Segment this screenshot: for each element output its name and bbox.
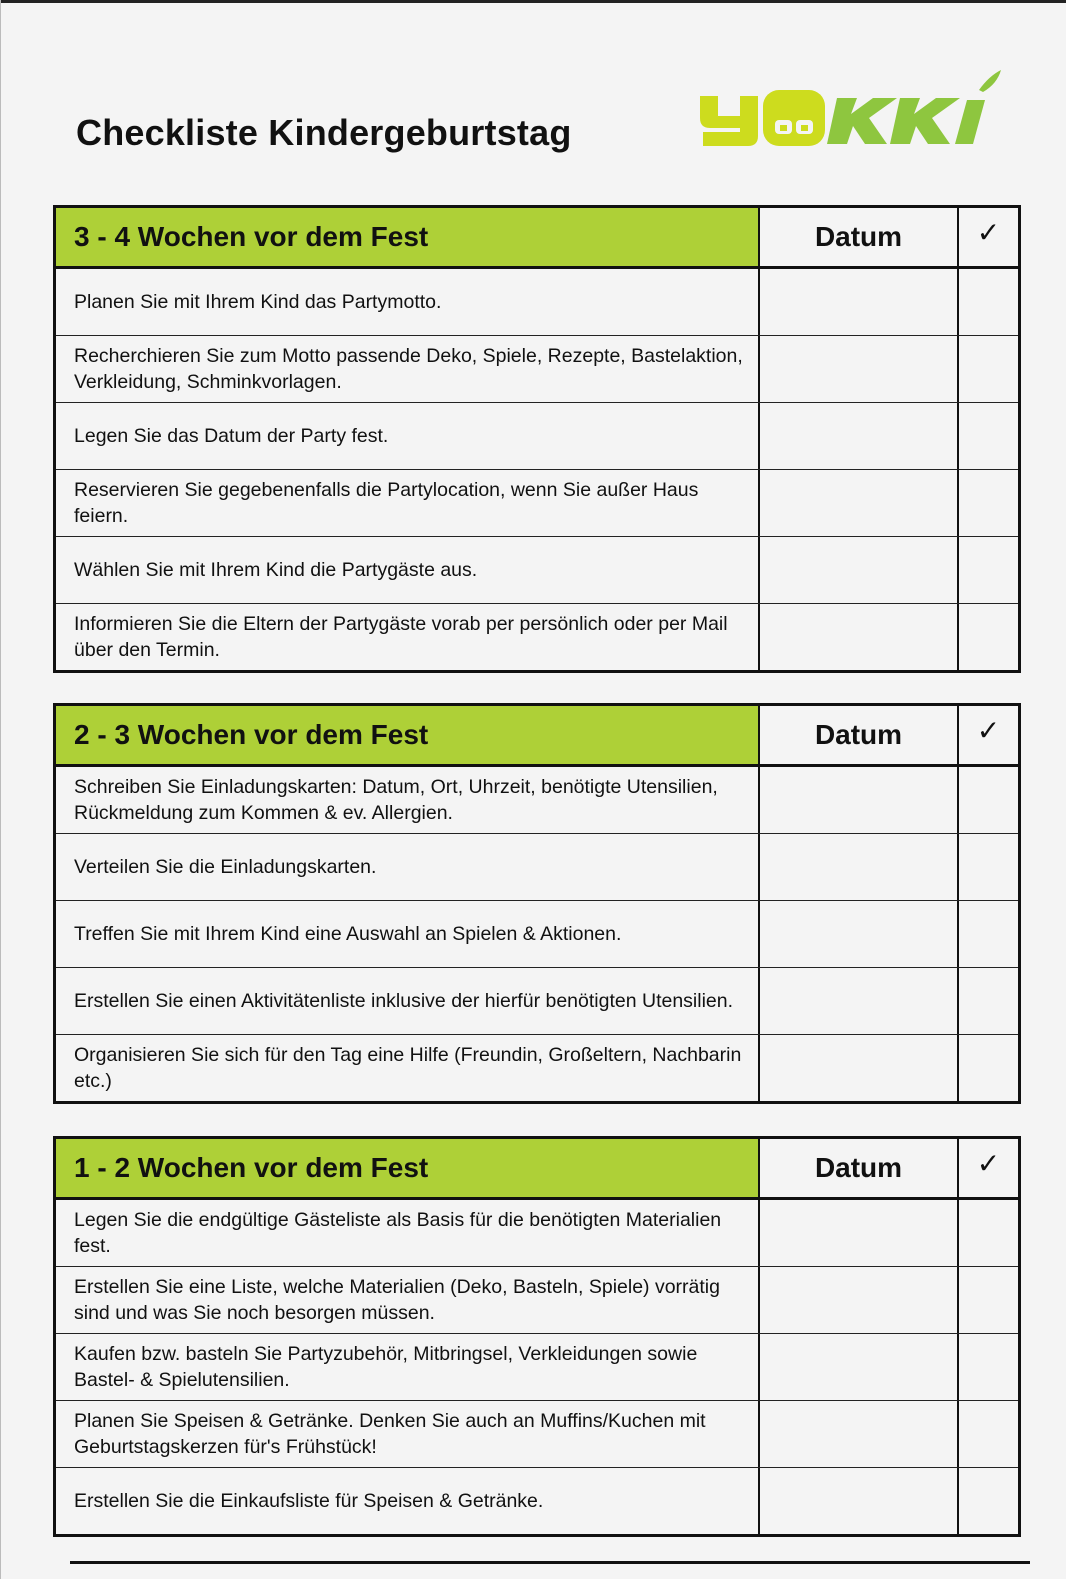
check-cell[interactable] bbox=[959, 1334, 1018, 1400]
task-text: Erstellen Sie einen Aktivitätenliste inklusive der hierfür benötigten Utensilien. bbox=[56, 968, 760, 1034]
check-cell[interactable] bbox=[959, 968, 1018, 1034]
task-text: Verteilen Sie die Einladungskarten. bbox=[56, 834, 760, 900]
check-cell[interactable] bbox=[959, 1200, 1018, 1266]
checklist-row bbox=[56, 767, 1018, 834]
task-text: Planen Sie Speisen & Getränke. Denken Sie auch an Muffins/Kuchen mit Geburtstagskerzen für's Frühstück! bbox=[56, 1401, 760, 1467]
section-heading: 2 - 3 Wochen vor dem Fest bbox=[56, 706, 760, 764]
section-header bbox=[56, 208, 1018, 269]
task-text: Organisieren Sie sich für den Tag eine Hilfe (Freundin, Großeltern, Nachbarin etc.) bbox=[56, 1035, 760, 1101]
top-border bbox=[0, 0, 1066, 3]
date-cell[interactable] bbox=[760, 403, 959, 469]
checklist-row bbox=[56, 1200, 1018, 1267]
checklist-row bbox=[56, 470, 1018, 537]
date-column-header: Datum bbox=[760, 706, 959, 764]
check-cell[interactable] bbox=[959, 1468, 1018, 1534]
date-cell[interactable] bbox=[760, 336, 959, 402]
checklist-row bbox=[56, 336, 1018, 403]
date-cell[interactable] bbox=[760, 537, 959, 603]
task-text: Schreiben Sie Einladungskarten: Datum, Ort, Uhrzeit, benötigte Utensilien, Rückmeldung zum Kommen & ev. Allergien. bbox=[56, 767, 760, 833]
date-cell[interactable] bbox=[760, 968, 959, 1034]
check-cell[interactable] bbox=[959, 1267, 1018, 1333]
check-cell[interactable] bbox=[959, 901, 1018, 967]
task-text: Legen Sie das Datum der Party fest. bbox=[56, 403, 760, 469]
date-cell[interactable] bbox=[760, 1401, 959, 1467]
checklist-row bbox=[56, 834, 1018, 901]
check-cell[interactable] bbox=[959, 1035, 1018, 1101]
date-cell[interactable] bbox=[760, 1200, 959, 1266]
section-header bbox=[56, 706, 1018, 767]
check-cell[interactable] bbox=[959, 604, 1018, 670]
date-cell[interactable] bbox=[760, 767, 959, 833]
task-text: Wählen Sie mit Ihrem Kind die Partygäste aus. bbox=[56, 537, 760, 603]
checklist-row bbox=[56, 1468, 1018, 1534]
task-text: Legen Sie die endgültige Gästeliste als Basis für die benötigten Materialien fest. bbox=[56, 1200, 760, 1266]
check-cell[interactable] bbox=[959, 269, 1018, 335]
bottom-rule bbox=[70, 1561, 1030, 1564]
date-cell[interactable] bbox=[760, 269, 959, 335]
checkmark-icon: ✓ bbox=[976, 216, 1001, 248]
checklist-section bbox=[53, 703, 1021, 1104]
checklist-row bbox=[56, 901, 1018, 968]
task-text: Erstellen Sie die Einkaufsliste für Speisen & Getränke. bbox=[56, 1468, 760, 1534]
checklist-row bbox=[56, 968, 1018, 1035]
date-cell[interactable] bbox=[760, 1267, 959, 1333]
checklist-row bbox=[56, 1267, 1018, 1334]
checklist-row bbox=[56, 1401, 1018, 1468]
check-cell[interactable] bbox=[959, 767, 1018, 833]
section-header bbox=[56, 1139, 1018, 1200]
task-text: Reservieren Sie gegebenenfalls die Partylocation, wenn Sie außer Haus feiern. bbox=[56, 470, 760, 536]
checklist-row bbox=[56, 537, 1018, 604]
date-cell[interactable] bbox=[760, 604, 959, 670]
date-cell[interactable] bbox=[760, 1334, 959, 1400]
checklist-section bbox=[53, 1136, 1021, 1537]
date-cell[interactable] bbox=[760, 834, 959, 900]
checklist-row bbox=[56, 269, 1018, 336]
date-cell[interactable] bbox=[760, 901, 959, 967]
checklist-row bbox=[56, 403, 1018, 470]
task-text: Erstellen Sie eine Liste, welche Materialien (Deko, Basteln, Spiele) vorrätig sind und was Sie noch besorgen müssen. bbox=[56, 1267, 760, 1333]
task-text: Treffen Sie mit Ihrem Kind eine Auswahl an Spielen & Aktionen. bbox=[56, 901, 760, 967]
check-cell[interactable] bbox=[959, 537, 1018, 603]
date-cell[interactable] bbox=[760, 1035, 959, 1101]
left-border bbox=[0, 0, 1, 1579]
task-text: Planen Sie mit Ihrem Kind das Partymotto. bbox=[56, 269, 760, 335]
date-cell[interactable] bbox=[760, 470, 959, 536]
task-text: Informieren Sie die Eltern der Partygäste vorab per persönlich oder per Mail über den Termin. bbox=[56, 604, 760, 670]
page-title: Checkliste Kindergeburtstag bbox=[76, 112, 572, 153]
date-cell[interactable] bbox=[760, 1468, 959, 1534]
check-cell[interactable] bbox=[959, 336, 1018, 402]
section-heading: 3 - 4 Wochen vor dem Fest bbox=[56, 208, 760, 266]
section-heading: 1 - 2 Wochen vor dem Fest bbox=[56, 1139, 760, 1197]
check-cell[interactable] bbox=[959, 470, 1018, 536]
checklist-row bbox=[56, 1334, 1018, 1401]
task-text: Recherchieren Sie zum Motto passende Deko, Spiele, Rezepte, Bastelaktion, Verkleidung, Schminkvorlagen. bbox=[56, 336, 760, 402]
checkmark-icon: ✓ bbox=[976, 1147, 1001, 1179]
yokki-logo bbox=[695, 68, 1005, 158]
date-column-header: Datum bbox=[760, 1139, 959, 1197]
task-text: Kaufen bzw. basteln Sie Partyzubehör, Mitbringsel, Verkleidungen sowie Bastel- & Spielutensilien. bbox=[56, 1334, 760, 1400]
checklist-row bbox=[56, 1035, 1018, 1101]
checklist-section bbox=[53, 205, 1021, 673]
date-column-header: Datum bbox=[760, 208, 959, 266]
checkmark-icon: ✓ bbox=[976, 714, 1001, 746]
checklist-row bbox=[56, 604, 1018, 670]
check-cell[interactable] bbox=[959, 1401, 1018, 1467]
check-cell[interactable] bbox=[959, 403, 1018, 469]
check-cell[interactable] bbox=[959, 834, 1018, 900]
